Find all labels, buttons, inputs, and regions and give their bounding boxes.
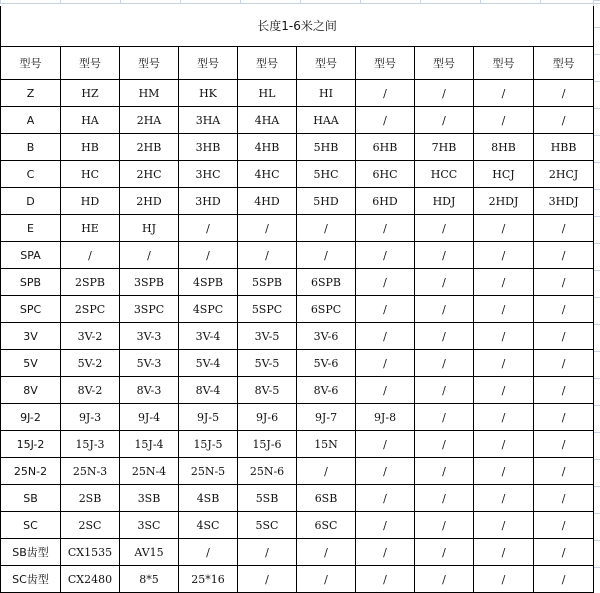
table-cell[interactable]: /: [474, 566, 534, 593]
header-cell[interactable]: 型号: [120, 47, 179, 80]
table-row: [1, 458, 594, 485]
table-cell[interactable]: 3HB: [179, 134, 238, 161]
table-cell[interactable]: HJ: [120, 215, 179, 242]
table-cell[interactable]: /: [474, 350, 534, 377]
table-cell[interactable]: /: [61, 242, 120, 269]
table-cell[interactable]: 9J-2: [1, 404, 61, 431]
table-cell[interactable]: CX2480: [61, 566, 120, 593]
table-cell[interactable]: 3HDJ: [534, 188, 594, 215]
table-cell[interactable]: /: [534, 350, 594, 377]
table-cell[interactable]: /: [415, 458, 474, 485]
table-cell[interactable]: /: [415, 323, 474, 350]
table-cell[interactable]: 3SPB: [120, 269, 179, 296]
table-cell[interactable]: /: [534, 269, 594, 296]
table-cell[interactable]: /: [474, 242, 534, 269]
table-cell[interactable]: /: [415, 404, 474, 431]
table-cell[interactable]: /: [474, 377, 534, 404]
table-cell[interactable]: SPA: [1, 242, 61, 269]
table-cell[interactable]: 9J-3: [61, 404, 120, 431]
table-cell[interactable]: /: [474, 269, 534, 296]
header-cell[interactable]: 型号: [534, 47, 594, 80]
table-cell[interactable]: /: [356, 377, 415, 404]
table-cell[interactable]: /: [534, 242, 594, 269]
table-cell[interactable]: 4SPB: [179, 269, 238, 296]
table-cell[interactable]: /: [474, 539, 534, 566]
table-cell[interactable]: 6SB: [297, 485, 356, 512]
table-row: [1, 350, 594, 377]
table-cell[interactable]: /: [120, 242, 179, 269]
table-row: [1, 107, 594, 134]
table-cell[interactable]: /: [415, 269, 474, 296]
table-cell[interactable]: /: [474, 458, 534, 485]
table-cell[interactable]: /: [415, 566, 474, 593]
table-cell[interactable]: /: [356, 350, 415, 377]
table-cell[interactable]: /: [534, 107, 594, 134]
header-cell[interactable]: 型号: [61, 47, 120, 80]
header-cell[interactable]: 型号: [179, 47, 238, 80]
table-cell[interactable]: 3V-5: [238, 323, 297, 350]
table-cell[interactable]: 5V: [1, 350, 61, 377]
table-cell[interactable]: 2HA: [120, 107, 179, 134]
table-cell[interactable]: HD: [61, 188, 120, 215]
belt-model-table: [0, 6, 594, 593]
table-cell[interactable]: 15J-5: [179, 431, 238, 458]
table-row: [1, 404, 594, 431]
header-cell[interactable]: 型号: [1, 47, 61, 80]
table-cell[interactable]: /: [474, 431, 534, 458]
table-cell[interactable]: 4HB: [238, 134, 297, 161]
table-cell[interactable]: /: [356, 242, 415, 269]
table-cell[interactable]: HCC: [415, 161, 474, 188]
table-cell[interactable]: 3HD: [179, 188, 238, 215]
table-cell[interactable]: 8V-4: [179, 377, 238, 404]
table-cell[interactable]: /: [297, 539, 356, 566]
table-cell[interactable]: 2SC: [61, 512, 120, 539]
table-cell[interactable]: 3V: [1, 323, 61, 350]
table-cell[interactable]: /: [534, 458, 594, 485]
table-cell[interactable]: HBB: [534, 134, 594, 161]
table-cell[interactable]: D: [1, 188, 61, 215]
table-cell[interactable]: /: [238, 215, 297, 242]
table-cell[interactable]: 8V-6: [297, 377, 356, 404]
table-cell[interactable]: 8*5: [120, 566, 179, 593]
table-cell[interactable]: /: [356, 215, 415, 242]
table-cell[interactable]: /: [356, 269, 415, 296]
table-body: [1, 6, 594, 593]
table-cell[interactable]: 4SB: [179, 485, 238, 512]
table-cell[interactable]: /: [297, 458, 356, 485]
table-cell[interactable]: 2HDJ: [474, 188, 534, 215]
table-cell[interactable]: SB齿型: [1, 539, 61, 566]
table-cell[interactable]: /: [474, 485, 534, 512]
table-cell[interactable]: HDJ: [415, 188, 474, 215]
table-cell[interactable]: /: [534, 404, 594, 431]
table-cell[interactable]: /: [474, 80, 534, 107]
table-cell[interactable]: /: [534, 323, 594, 350]
table-cell[interactable]: /: [238, 566, 297, 593]
table-cell[interactable]: 5SB: [238, 485, 297, 512]
table-cell[interactable]: 3V-6: [297, 323, 356, 350]
table-cell[interactable]: E: [1, 215, 61, 242]
table-row: [1, 566, 594, 593]
table-cell[interactable]: /: [534, 566, 594, 593]
table-cell[interactable]: CX1535: [61, 539, 120, 566]
table-cell[interactable]: HC: [61, 161, 120, 188]
table-cell[interactable]: 9J-7: [297, 404, 356, 431]
table-cell[interactable]: /: [415, 512, 474, 539]
table-cell[interactable]: /: [356, 296, 415, 323]
table-cell[interactable]: /: [534, 296, 594, 323]
table-cell[interactable]: HK: [179, 80, 238, 107]
table-cell[interactable]: 7HB: [415, 134, 474, 161]
table-cell[interactable]: 25N-6: [238, 458, 297, 485]
table-cell[interactable]: /: [534, 485, 594, 512]
table-cell[interactable]: /: [179, 539, 238, 566]
table-row: [1, 134, 594, 161]
header-cell[interactable]: 型号: [474, 47, 534, 80]
table-cell[interactable]: 3V-4: [179, 323, 238, 350]
table-cell[interactable]: /: [474, 296, 534, 323]
table-cell[interactable]: /: [179, 242, 238, 269]
table-cell[interactable]: 5V-4: [179, 350, 238, 377]
table-cell[interactable]: 8V-3: [120, 377, 179, 404]
table-cell[interactable]: 3HA: [179, 107, 238, 134]
table-cell[interactable]: HCJ: [474, 161, 534, 188]
table-cell[interactable]: 2HC: [120, 161, 179, 188]
table-cell[interactable]: /: [356, 512, 415, 539]
table-cell[interactable]: 5V-3: [120, 350, 179, 377]
table-cell[interactable]: 3V-2: [61, 323, 120, 350]
table-cell[interactable]: HB: [61, 134, 120, 161]
table-cell[interactable]: /: [356, 107, 415, 134]
table-cell[interactable]: 5V-6: [297, 350, 356, 377]
table-cell[interactable]: /: [534, 512, 594, 539]
table-cell[interactable]: 9J-8: [356, 404, 415, 431]
table-cell[interactable]: 2SPB: [61, 269, 120, 296]
table-cell[interactable]: 2SPC: [61, 296, 120, 323]
table-cell[interactable]: /: [415, 296, 474, 323]
table-row: [1, 512, 594, 539]
table-cell[interactable]: /: [415, 377, 474, 404]
table-cell[interactable]: HI: [297, 80, 356, 107]
table-cell[interactable]: HA: [61, 107, 120, 134]
table-cell[interactable]: 3V-3: [120, 323, 179, 350]
table-row: [1, 242, 594, 269]
header-cell[interactable]: 型号: [356, 47, 415, 80]
table-cell[interactable]: 5SPB: [238, 269, 297, 296]
header-row: [1, 47, 594, 80]
table-cell[interactable]: 3SC: [120, 512, 179, 539]
table-cell[interactable]: /: [474, 404, 534, 431]
table-cell[interactable]: /: [356, 80, 415, 107]
table-cell[interactable]: /: [534, 377, 594, 404]
table-cell[interactable]: /: [415, 485, 474, 512]
table-cell[interactable]: 8V: [1, 377, 61, 404]
table-cell[interactable]: HZ: [61, 80, 120, 107]
table-cell[interactable]: 8HB: [474, 134, 534, 161]
table-cell[interactable]: 6HB: [356, 134, 415, 161]
table-row: [1, 80, 594, 107]
table-cell[interactable]: 4SC: [179, 512, 238, 539]
table-cell[interactable]: 25N-3: [61, 458, 120, 485]
table-cell[interactable]: /: [534, 80, 594, 107]
table-cell[interactable]: 4HA: [238, 107, 297, 134]
table-cell[interactable]: /: [415, 431, 474, 458]
table-row: [1, 188, 594, 215]
table-title[interactable]: 长度1-6米之间: [1, 6, 594, 47]
table-cell[interactable]: /: [474, 323, 534, 350]
table-cell[interactable]: /: [415, 539, 474, 566]
table-cell[interactable]: /: [297, 215, 356, 242]
table-cell[interactable]: /: [534, 431, 594, 458]
table-cell[interactable]: /: [356, 485, 415, 512]
table-cell[interactable]: SPC: [1, 296, 61, 323]
table-cell[interactable]: 6HC: [356, 161, 415, 188]
table-cell[interactable]: C: [1, 161, 61, 188]
table-cell[interactable]: 15J-3: [61, 431, 120, 458]
table-cell[interactable]: 9J-4: [120, 404, 179, 431]
table-cell[interactable]: 15J-2: [1, 431, 61, 458]
table-cell[interactable]: /: [297, 242, 356, 269]
header-cell[interactable]: 型号: [297, 47, 356, 80]
header-cell[interactable]: 型号: [238, 47, 297, 80]
table-cell[interactable]: /: [415, 350, 474, 377]
table-cell[interactable]: /: [474, 512, 534, 539]
table-cell[interactable]: SC齿型: [1, 566, 61, 593]
table-cell[interactable]: 15J-4: [120, 431, 179, 458]
table-cell[interactable]: 5HB: [297, 134, 356, 161]
table-cell[interactable]: /: [356, 323, 415, 350]
table-cell[interactable]: 5HC: [297, 161, 356, 188]
table-cell[interactable]: 5HD: [297, 188, 356, 215]
table-cell[interactable]: SPB: [1, 269, 61, 296]
table-cell[interactable]: 2HD: [120, 188, 179, 215]
table-cell[interactable]: 3SB: [120, 485, 179, 512]
table-cell[interactable]: HL: [238, 80, 297, 107]
table-row: [1, 269, 594, 296]
table-cell[interactable]: /: [179, 215, 238, 242]
table-cell[interactable]: /: [415, 215, 474, 242]
table-cell[interactable]: HE: [61, 215, 120, 242]
table-row: [1, 431, 594, 458]
table-cell[interactable]: 8V-2: [61, 377, 120, 404]
table-cell[interactable]: 4HD: [238, 188, 297, 215]
table-row: [1, 377, 594, 404]
table-cell[interactable]: HM: [120, 80, 179, 107]
table-cell[interactable]: /: [415, 242, 474, 269]
table-cell[interactable]: 9J-6: [238, 404, 297, 431]
table-cell[interactable]: 6SC: [297, 512, 356, 539]
sheet-gridlines-top: [0, 0, 600, 4]
table-cell[interactable]: 2HCJ: [534, 161, 594, 188]
table-cell[interactable]: /: [474, 215, 534, 242]
table-cell[interactable]: /: [356, 539, 415, 566]
table-row: [1, 161, 594, 188]
table-cell[interactable]: 4HC: [238, 161, 297, 188]
table-cell[interactable]: 6SPC: [297, 296, 356, 323]
table-cell[interactable]: 3HC: [179, 161, 238, 188]
table-row: [1, 539, 594, 566]
table-cell[interactable]: SC: [1, 512, 61, 539]
table-cell[interactable]: SB: [1, 485, 61, 512]
table-cell[interactable]: 25N-2: [1, 458, 61, 485]
table-cell[interactable]: /: [534, 539, 594, 566]
table-cell[interactable]: 2SB: [61, 485, 120, 512]
table-cell[interactable]: 2HB: [120, 134, 179, 161]
table-cell[interactable]: 25N-4: [120, 458, 179, 485]
table-cell[interactable]: 5SPC: [238, 296, 297, 323]
table-cell[interactable]: /: [534, 215, 594, 242]
table-cell[interactable]: 4SPC: [179, 296, 238, 323]
table-cell[interactable]: /: [474, 107, 534, 134]
table-row: [1, 215, 594, 242]
table-cell[interactable]: 8V-5: [238, 377, 297, 404]
table-cell[interactable]: A: [1, 107, 61, 134]
table-cell[interactable]: Z: [1, 80, 61, 107]
table-cell[interactable]: /: [356, 431, 415, 458]
table-cell[interactable]: /: [238, 242, 297, 269]
table-cell[interactable]: AV15: [120, 539, 179, 566]
table-cell[interactable]: 15N: [297, 431, 356, 458]
table-cell[interactable]: 3SPC: [120, 296, 179, 323]
title-row: [1, 6, 594, 47]
table-row: [1, 296, 594, 323]
table-cell[interactable]: B: [1, 134, 61, 161]
table-cell[interactable]: /: [415, 107, 474, 134]
table-cell[interactable]: 6HD: [356, 188, 415, 215]
table-cell[interactable]: 5V-5: [238, 350, 297, 377]
table-cell[interactable]: HAA: [297, 107, 356, 134]
table-cell[interactable]: /: [297, 566, 356, 593]
table-cell[interactable]: /: [238, 539, 297, 566]
table-row: [1, 485, 594, 512]
table-cell[interactable]: 5V-2: [61, 350, 120, 377]
table-cell[interactable]: 25N-5: [179, 458, 238, 485]
table-cell[interactable]: 25*16: [179, 566, 238, 593]
header-cell[interactable]: 型号: [415, 47, 474, 80]
table-row: [1, 323, 594, 350]
table-cell[interactable]: /: [356, 566, 415, 593]
table-cell[interactable]: /: [356, 458, 415, 485]
table-cell[interactable]: 9J-5: [179, 404, 238, 431]
table-cell[interactable]: 15J-6: [238, 431, 297, 458]
table-cell[interactable]: /: [415, 80, 474, 107]
table-cell[interactable]: 5SC: [238, 512, 297, 539]
table-cell[interactable]: 6SPB: [297, 269, 356, 296]
